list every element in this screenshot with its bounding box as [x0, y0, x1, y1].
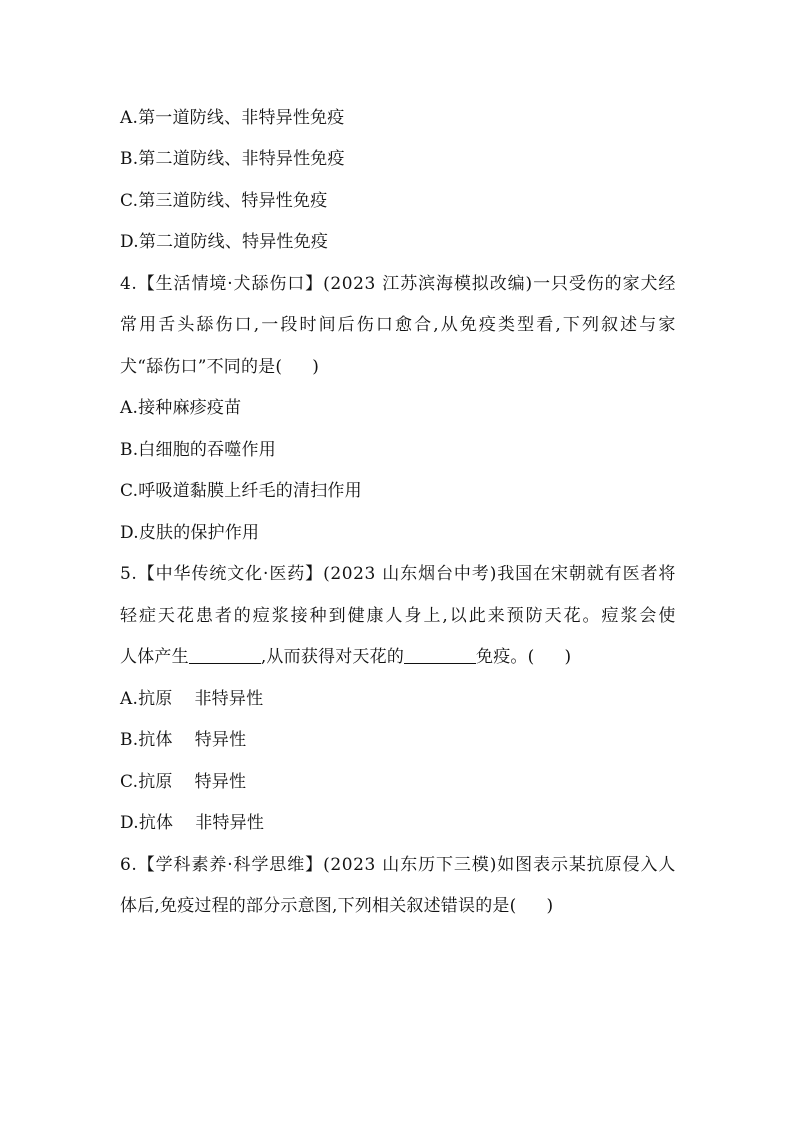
- q4-option-c: C.呼吸道黏膜上纤毛的清扫作用: [120, 481, 362, 501]
- q4-stem-line3: [120, 356, 319, 378]
- q5-option-b-letter: B.抗体: [120, 730, 173, 750]
- q5-option-c-text: 特异性: [194, 772, 247, 792]
- q4-option-b: B.白细胞的吞噬作用: [120, 440, 276, 460]
- q6-stem-line2: [120, 895, 553, 917]
- q5-stem-line2: 轻症天花患者的痘浆接种到健康人身上,以此来预防天花。痘浆会使: [120, 606, 676, 626]
- q5-text-part1: 人体产生: [120, 647, 189, 667]
- q5-option-a: [120, 688, 263, 710]
- q5-option-a-text: 非特异性: [194, 689, 264, 709]
- q5-option-d: [120, 812, 264, 834]
- q4-stem-line1: 4.【生活情境·犬舔伤口】(2023 江苏滨海模拟改编)一只受伤的家犬经: [120, 274, 676, 294]
- q4-stem-line2: 常用舌头舔伤口,一段时间后伤口愈合,从免疫类型看,下列叙述与家: [120, 315, 676, 335]
- q4-option-a: A.接种麻疹疫苗: [120, 398, 242, 418]
- q6-close-paren: ): [546, 896, 554, 916]
- q3-option-d: D.第二道防线、特异性免疫: [120, 232, 329, 252]
- fill-blank-2: [404, 647, 476, 664]
- q3-option-b: B.第二道防线、非特异性免疫: [120, 149, 345, 169]
- q6-stem-line1: 6.【学科素养·科学思维】(2023 山东历下三模)如图表示某抗原侵入人: [120, 855, 676, 875]
- q5-text-part2: ,从而获得对天花的: [260, 647, 405, 667]
- q4-close-paren: ): [312, 357, 320, 377]
- q5-option-a-letter: A.抗原: [120, 689, 173, 709]
- q5-option-c-letter: C.抗原: [120, 772, 173, 792]
- q5-option-d-text: 非特异性: [195, 813, 265, 833]
- q3-option-a: A.第一道防线、非特异性免疫: [120, 108, 345, 128]
- q5-option-d-letter: D.抗体: [120, 813, 174, 833]
- q5-option-b: [120, 729, 246, 751]
- q6-stem-line2-text: 体后,免疫过程的部分示意图,下列相关叙述错误的是(: [120, 896, 517, 916]
- q5-close-paren: ): [564, 647, 572, 667]
- q5-stem-line3: [120, 646, 571, 668]
- q5-text-part3: 免疫。(: [476, 647, 535, 667]
- q5-option-b-text: 特异性: [194, 730, 247, 750]
- fill-blank-1: [189, 647, 261, 664]
- q4-stem-line3-text: 犬“舔伤口”不同的是(: [120, 357, 283, 377]
- q5-stem-line1: 5.【中华传统文化·医药】(2023 山东烟台中考)我国在宋朝就有医者将: [120, 564, 676, 584]
- q5-option-c: [120, 771, 246, 793]
- q3-option-c: C.第三道防线、特异性免疫: [120, 191, 328, 211]
- q4-option-d: D.皮肤的保护作用: [120, 523, 260, 543]
